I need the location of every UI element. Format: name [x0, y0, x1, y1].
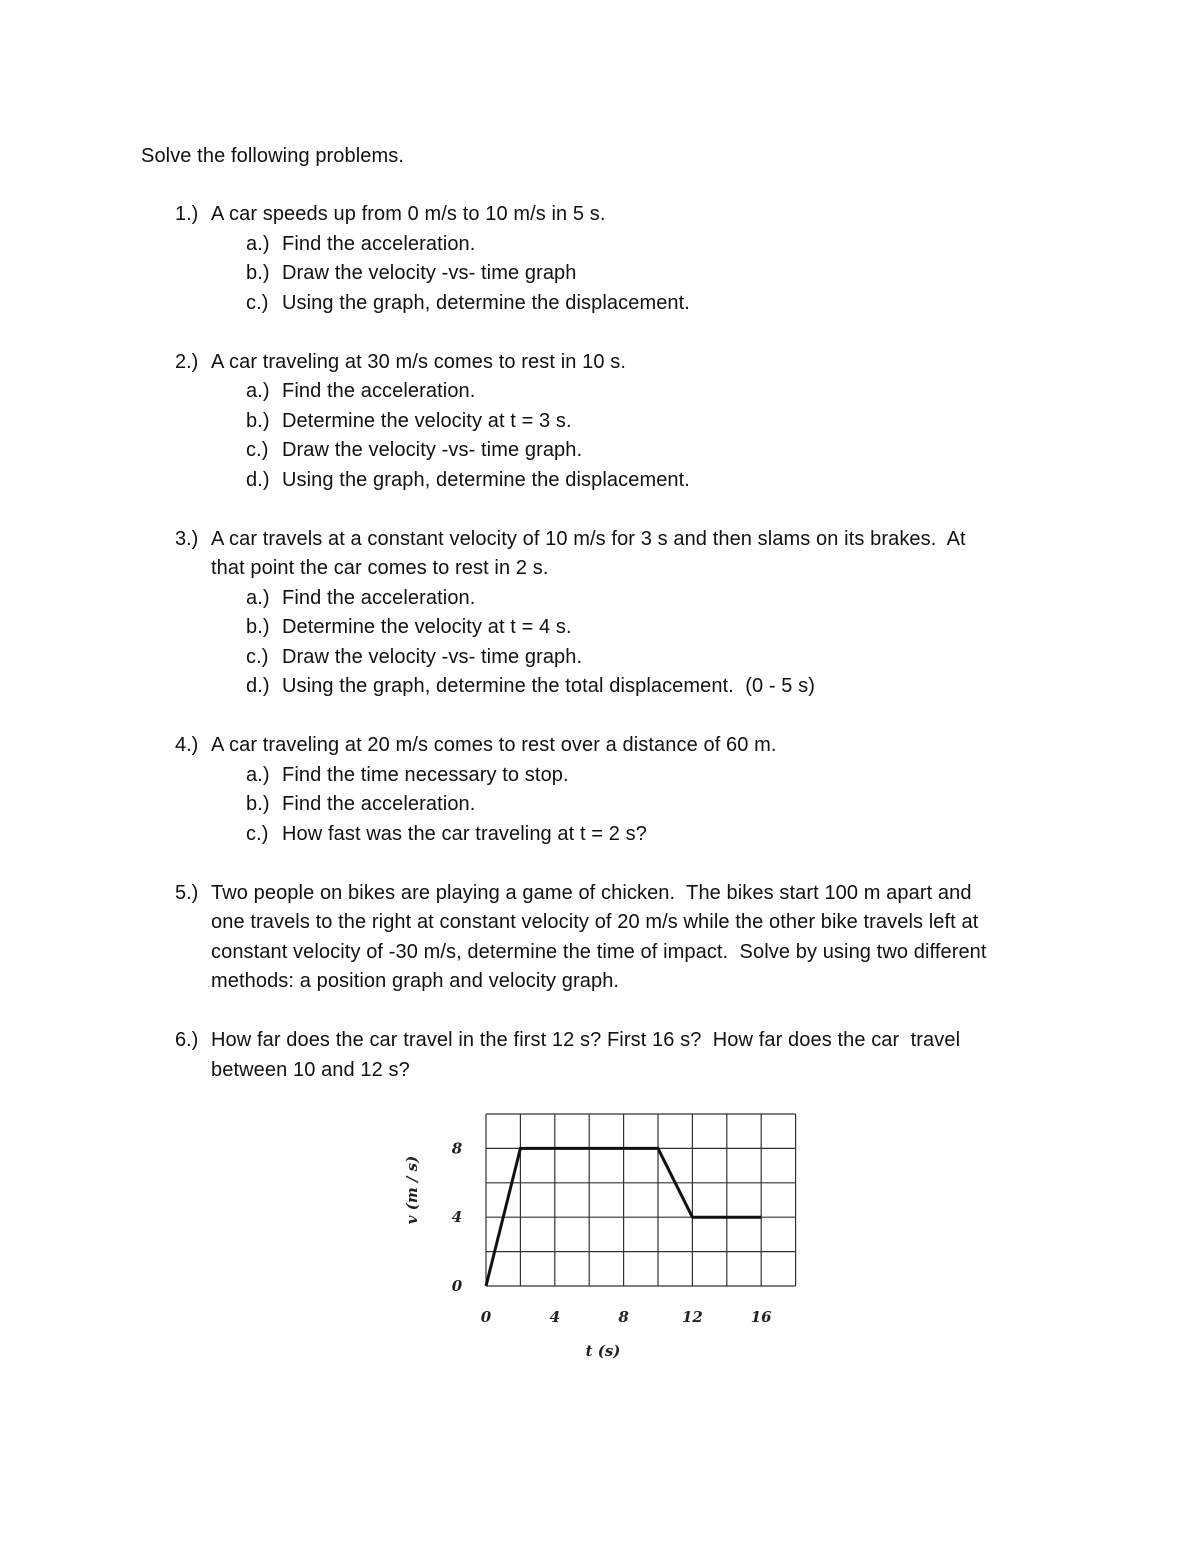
velocity-line	[486, 1148, 761, 1286]
part-label: d.)	[246, 468, 270, 491]
part-label: a.)	[246, 586, 270, 609]
part-label: a.)	[246, 380, 270, 402]
problem-number: 6.)	[175, 1029, 199, 1051]
chart-grid	[486, 1114, 796, 1286]
problem-text-line: A car travels at a constant velocity of 10 m/s for 3 s and then slams on its brakes. At	[211, 527, 966, 550]
part-label: c.)	[246, 291, 269, 314]
problem-text-line: constant velocity of -30 m/s, determine the time of impact. Solve by using two different	[211, 940, 987, 963]
part-text: Find the acceleration.	[282, 380, 476, 402]
part-text: Determine the velocity at t = 3 s.	[282, 409, 572, 432]
y-tick-label: 8	[451, 1139, 463, 1158]
part-label: c.)	[246, 822, 269, 845]
problem-number: 1.)	[175, 203, 199, 225]
problem-number: 4.)	[175, 734, 199, 756]
problem-text-line: methods: a position graph and velocity graph.	[211, 970, 620, 992]
problem-text-line: one travels to the right at constant velocity of 20 m/s while the other bike travels left at	[211, 911, 979, 933]
problem-number: 2.)	[175, 350, 199, 373]
x-tick-label: 0	[480, 1308, 492, 1326]
part-text: Find the acceleration.	[282, 793, 476, 815]
x-tick-label: 12	[681, 1308, 703, 1326]
part-label: b.)	[246, 616, 270, 638]
chart-series	[486, 1148, 761, 1286]
x-axis-label: t (s)	[585, 1342, 621, 1360]
problem-text-line: Two people on bikes are playing a game of chicken. The bikes start 100 m apart and	[211, 881, 972, 904]
x-tick-label: 16	[750, 1308, 772, 1326]
problem-text-line: A car traveling at 20 m/s comes to rest over a distance of 60 m.	[211, 734, 777, 756]
part-text: Using the graph, determine the displacement.	[282, 291, 690, 314]
y-axis-label: v (m / s)	[403, 1155, 421, 1225]
part-text: Draw the velocity -vs- time graph.	[282, 439, 583, 461]
instructions: Solve the following problems.	[141, 145, 405, 167]
problem-text-line: A car traveling at 30 m/s comes to rest in 10 s.	[211, 350, 626, 373]
part-text: Draw the velocity -vs- time graph.	[282, 645, 583, 668]
part-label: b.)	[246, 793, 270, 815]
part-text: Determine the velocity at t = 4 s.	[282, 616, 572, 638]
x-tick-label: 8	[618, 1308, 629, 1326]
problem-text-line: that point the car comes to rest in 2 s.	[211, 557, 549, 579]
y-tick-label: 4	[451, 1208, 463, 1227]
part-text: Find the time necessary to stop.	[282, 763, 569, 786]
problem-number: 3.)	[175, 527, 199, 550]
part-text: Find the acceleration.	[282, 232, 476, 255]
part-label: c.)	[246, 439, 269, 461]
y-tick-label: 0	[451, 1277, 463, 1295]
part-text: Find the acceleration.	[282, 586, 476, 609]
part-text: Using the graph, determine the total displacement. (0 - 5 s)	[282, 675, 816, 697]
problem-text-line: A car speeds up from 0 m/s to 10 m/s in 5 s.	[211, 203, 606, 225]
chart-tick-labels	[452, 1139, 772, 1326]
problem-text-line: How far does the car travel in the first 12 s? First 16 s? How far does the car travel	[211, 1029, 961, 1051]
part-text: How fast was the car traveling at t = 2 s?	[282, 822, 647, 845]
part-label: a.)	[246, 232, 270, 255]
part-label: d.)	[246, 675, 270, 697]
part-label: b.)	[246, 262, 270, 284]
part-label: b.)	[246, 409, 270, 432]
x-tick-label: 4	[549, 1308, 561, 1326]
problem-text-line: between 10 and 12 s?	[211, 1058, 410, 1081]
part-text: Using the graph, determine the displacement.	[282, 468, 690, 491]
problem-number: 5.)	[175, 881, 199, 904]
part-text: Draw the velocity -vs- time graph	[282, 262, 577, 284]
part-label: a.)	[246, 763, 270, 786]
part-label: c.)	[246, 645, 269, 668]
